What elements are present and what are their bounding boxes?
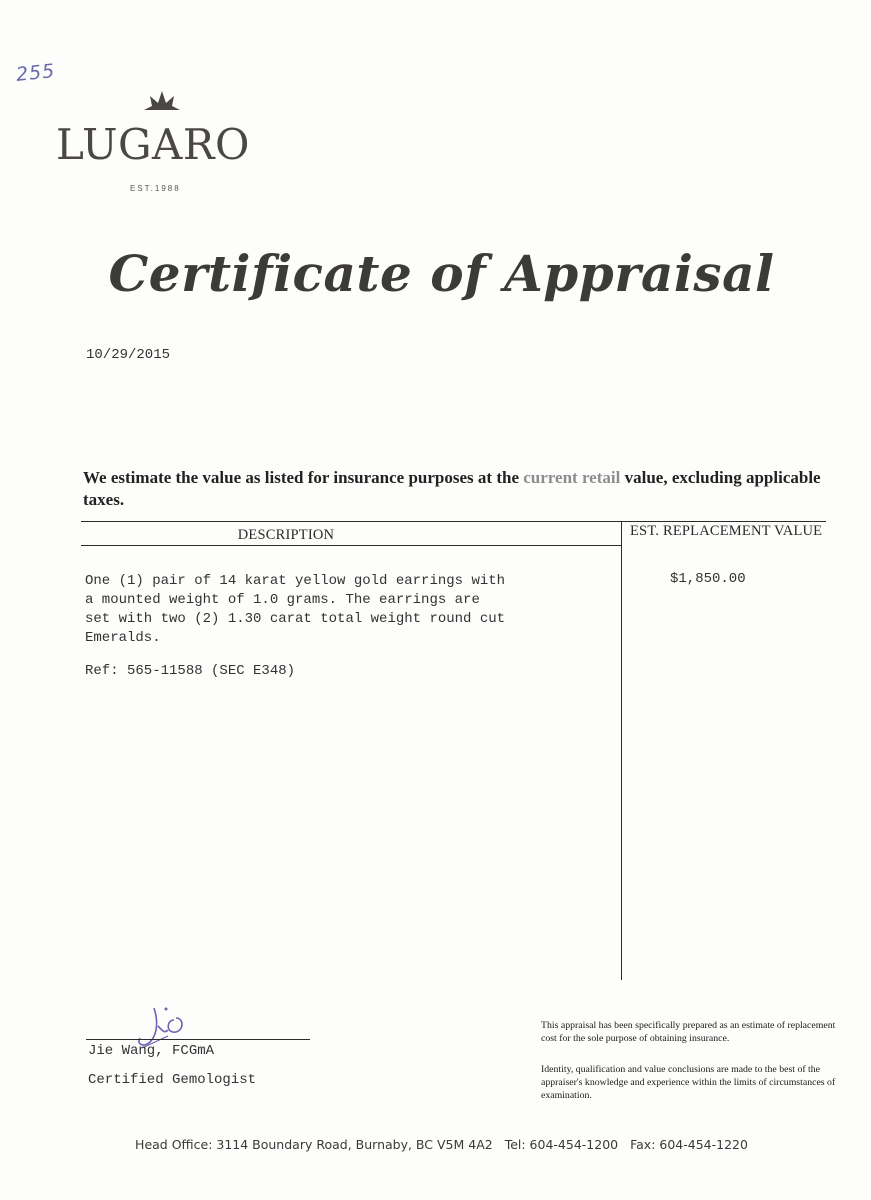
appraiser-title: Certified Gemologist — [88, 1072, 257, 1088]
disclaimer-purpose: This appraisal has been specifically prepared as an estimate of replacement cost for the sole purpose of obtaining insurance. — [541, 1020, 836, 1044]
item-value: $1,850.00 — [670, 571, 746, 587]
crown-logo-icon — [142, 90, 182, 114]
footer-address: Head Office: 3114 Boundary Road, Burnaby, BC V5M 4A2 — [135, 1137, 493, 1152]
handwritten-note: 255 — [14, 60, 57, 86]
table-column-divider — [621, 521, 622, 980]
column-header-value: EST. REPLACEMENT VALUE — [630, 523, 823, 539]
disclaimer-limits: Identity, qualification and value conclusions are made to the best of the appraiser's knowledge and experience within the limits of circumstances of examination. — [541, 1064, 836, 1101]
signature-line — [86, 1039, 310, 1040]
table-top-rule — [81, 521, 826, 522]
statement-highlight: current retail — [523, 468, 621, 487]
table-header-rule — [81, 545, 622, 546]
footer-phone: Tel: 604-454-1200 — [504, 1137, 619, 1152]
statement-text: We estimate the value as listed for insurance purposes at the — [83, 468, 524, 487]
brand-logo: LUGARO — [56, 120, 250, 169]
certificate-title: Certificate of Appraisal — [108, 244, 775, 303]
column-header-description: DESCRIPTION — [237, 527, 335, 543]
statement-text-end: value, excluding applicable taxes. — [83, 468, 821, 509]
item-description: One (1) pair of 14 karat yellow gold earrings with a mounted weight of 1.0 grams. The earrings are set with two (2) 1.30 carat total weight round cut Emeralds. — [85, 573, 506, 646]
item-reference: Ref: 565-11588 (SEC E348) — [85, 663, 296, 679]
appraisal-date: 10/29/2015 — [86, 347, 171, 363]
established-year: EST.1988 — [130, 184, 181, 193]
footer-fax: Fax: 604-454-1220 — [630, 1137, 748, 1152]
footer-contact — [0, 1137, 871, 1152]
valuation-statement — [83, 467, 843, 511]
appraiser-name: Jie Wang, FCGmA — [88, 1043, 215, 1059]
